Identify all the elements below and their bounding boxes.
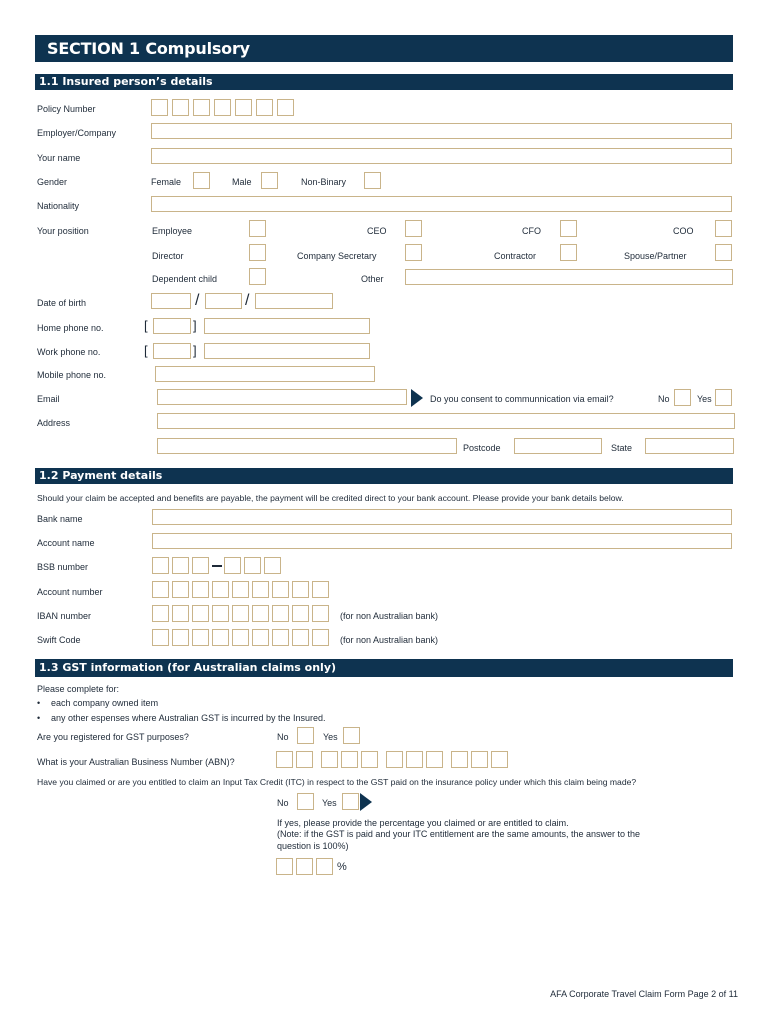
itc-percent-box[interactable] bbox=[276, 858, 293, 875]
policy-number-box[interactable] bbox=[277, 99, 294, 116]
bsb-label: BSB number bbox=[37, 562, 89, 572]
itc-yes-label: Yes bbox=[322, 798, 337, 808]
home-phone-label: Home phone no. bbox=[37, 323, 104, 333]
bracket-close: ] bbox=[193, 343, 197, 358]
policy-number-box[interactable] bbox=[256, 99, 273, 116]
gst-no-label: No bbox=[277, 732, 289, 742]
account-name-field[interactable] bbox=[152, 533, 732, 549]
address-line1-field[interactable] bbox=[157, 413, 735, 429]
swift-box[interactable] bbox=[312, 629, 329, 646]
home-area-code-field[interactable] bbox=[153, 318, 191, 334]
bracket-close: ] bbox=[193, 318, 197, 333]
note-text-line1: (Note: if the GST is paid and your ITC entitlement are the same amounts, the answer to the bbox=[277, 829, 641, 839]
dob-year-field[interactable] bbox=[255, 293, 333, 309]
state-field[interactable] bbox=[645, 438, 734, 454]
position-other-label: Other bbox=[361, 274, 384, 284]
position-director-checkbox[interactable] bbox=[249, 244, 266, 261]
female-checkbox[interactable] bbox=[193, 172, 210, 189]
bracket-open: [ bbox=[144, 343, 148, 358]
nationality-field[interactable] bbox=[151, 196, 732, 212]
female-label: Female bbox=[151, 177, 182, 187]
email-label: Email bbox=[37, 394, 60, 404]
section-title: SECTION 1 Compulsory bbox=[35, 35, 733, 62]
gst-heading: 1.3 GST information (for Australian claims only) bbox=[35, 659, 733, 677]
position-company-secretary-label: Company Secretary bbox=[297, 251, 377, 261]
position-cfo-checkbox[interactable] bbox=[560, 220, 577, 237]
bullet-item: each company owned item bbox=[51, 698, 159, 708]
address-label: Address bbox=[37, 418, 71, 428]
account-name-label: Account name bbox=[37, 538, 95, 548]
swift-box[interactable] bbox=[232, 629, 249, 646]
bullet-item: any other espenses where Australian GST is incurred by the Insured. bbox=[51, 713, 326, 723]
swift-box[interactable] bbox=[172, 629, 189, 646]
bracket-open: [ bbox=[144, 318, 148, 333]
postcode-field[interactable] bbox=[514, 438, 602, 454]
your-name-field[interactable] bbox=[151, 148, 732, 164]
iban-box[interactable] bbox=[212, 605, 229, 622]
dob-label: Date of birth bbox=[37, 298, 87, 308]
policy-number-box[interactable] bbox=[193, 99, 210, 116]
bsb-box[interactable] bbox=[264, 557, 281, 574]
your-name-label: Your name bbox=[37, 153, 81, 163]
account-number-box[interactable] bbox=[192, 581, 209, 598]
policy-number-box[interactable] bbox=[214, 99, 231, 116]
bsb-box[interactable] bbox=[244, 557, 261, 574]
mobile-phone-field[interactable] bbox=[155, 366, 375, 382]
policy-number-box[interactable] bbox=[235, 99, 252, 116]
gst-registered-label: Are you registered for GST purposes? bbox=[37, 732, 189, 742]
iban-box[interactable] bbox=[232, 605, 249, 622]
account-number-box[interactable] bbox=[152, 581, 169, 598]
iban-box[interactable] bbox=[312, 605, 329, 622]
abn-box[interactable] bbox=[386, 751, 403, 768]
swift-label: Swift Code bbox=[37, 635, 81, 645]
arrow-icon bbox=[411, 389, 423, 407]
policy-number-label: Policy Number bbox=[37, 104, 96, 114]
iban-box[interactable] bbox=[172, 605, 189, 622]
bullet-dot: • bbox=[37, 698, 41, 708]
account-number-box[interactable] bbox=[312, 581, 329, 598]
bsb-box[interactable] bbox=[192, 557, 209, 574]
non-binary-label: Non-Binary bbox=[301, 177, 347, 187]
abn-box[interactable] bbox=[451, 751, 468, 768]
iban-box[interactable] bbox=[192, 605, 209, 622]
position-contractor-checkbox[interactable] bbox=[560, 244, 577, 261]
position-director-label: Director bbox=[152, 251, 184, 261]
swift-box[interactable] bbox=[152, 629, 169, 646]
iban-note: (for non Australian bank) bbox=[340, 611, 439, 621]
itc-yes-checkbox[interactable] bbox=[342, 793, 359, 810]
arrow-icon bbox=[360, 793, 372, 811]
account-number-label: Account number bbox=[37, 587, 103, 597]
payment-intro: Should your claim be accepted and benefits are payable, the payment will be credited direct to your bank account. Please provide your bank details below. bbox=[37, 493, 624, 503]
bsb-box[interactable] bbox=[224, 557, 241, 574]
abn-label: What is your Australian Business Number (ABN)? bbox=[37, 757, 235, 767]
employer-label: Employer/Company bbox=[37, 128, 117, 138]
address-line2-field[interactable] bbox=[157, 438, 457, 454]
iban-label: IBAN number bbox=[37, 611, 92, 621]
payment-details-heading: 1.2 Payment details bbox=[35, 468, 733, 484]
abn-box[interactable] bbox=[406, 751, 423, 768]
position-other-field[interactable] bbox=[405, 269, 733, 285]
position-ceo-label: CEO bbox=[367, 226, 387, 236]
email-field[interactable] bbox=[157, 389, 407, 405]
account-number-box[interactable] bbox=[232, 581, 249, 598]
position-spouse-label: Spouse/Partner bbox=[624, 251, 687, 261]
position-coo-checkbox[interactable] bbox=[715, 220, 732, 237]
percent-sign: % bbox=[337, 861, 347, 873]
position-company-secretary-checkbox[interactable] bbox=[405, 244, 422, 261]
abn-box[interactable] bbox=[491, 751, 508, 768]
please-complete-label: Please complete for: bbox=[37, 684, 120, 694]
itc-percent-box[interactable] bbox=[296, 858, 313, 875]
iban-box[interactable] bbox=[152, 605, 169, 622]
insured-details-heading: 1.1 Insured person’s details bbox=[35, 74, 733, 90]
state-label: State bbox=[611, 443, 633, 453]
gst-yes-checkbox[interactable] bbox=[343, 727, 360, 744]
abn-box[interactable] bbox=[426, 751, 443, 768]
policy-number-box[interactable] bbox=[172, 99, 189, 116]
swift-box[interactable] bbox=[272, 629, 289, 646]
consent-no-label: No bbox=[658, 394, 670, 404]
position-spouse-checkbox[interactable] bbox=[715, 244, 732, 261]
account-number-box[interactable] bbox=[212, 581, 229, 598]
nationality-label: Nationality bbox=[37, 201, 80, 211]
abn-box[interactable] bbox=[296, 751, 313, 768]
work-area-code-field[interactable] bbox=[153, 343, 191, 359]
account-number-box[interactable] bbox=[292, 581, 309, 598]
bullet-dot: • bbox=[37, 713, 41, 723]
page-footer: AFA Corporate Travel Claim Form Page 2 of 11 bbox=[550, 989, 738, 999]
itc-no-checkbox[interactable] bbox=[297, 793, 314, 810]
your-position-label: Your position bbox=[37, 226, 89, 236]
employer-field[interactable] bbox=[151, 123, 732, 139]
account-number-box[interactable] bbox=[252, 581, 269, 598]
itc-question: Have you claimed or are you entitled to claim an Input Tax Credit (ITC) in respect to the GST paid on the insurance policy under which this claim being made? bbox=[37, 777, 637, 787]
position-dependent-checkbox[interactable] bbox=[249, 268, 266, 285]
policy-number-box[interactable] bbox=[151, 99, 168, 116]
iban-box[interactable] bbox=[272, 605, 289, 622]
swift-box[interactable] bbox=[212, 629, 229, 646]
mobile-phone-label: Mobile phone no. bbox=[37, 370, 107, 380]
consent-yes-checkbox[interactable] bbox=[715, 389, 732, 406]
account-number-box[interactable] bbox=[172, 581, 189, 598]
abn-box[interactable] bbox=[471, 751, 488, 768]
male-label: Male bbox=[232, 177, 252, 187]
abn-box[interactable] bbox=[276, 751, 293, 768]
swift-box[interactable] bbox=[252, 629, 269, 646]
dob-month-field[interactable] bbox=[205, 293, 242, 309]
abn-box[interactable] bbox=[361, 751, 378, 768]
email-consent-label: Do you consent to communnication via email? bbox=[430, 394, 614, 404]
bsb-dash bbox=[212, 565, 222, 567]
position-employee-label: Employee bbox=[152, 226, 193, 236]
dob-separator: / bbox=[195, 292, 200, 309]
swift-box[interactable] bbox=[192, 629, 209, 646]
iban-box[interactable] bbox=[292, 605, 309, 622]
bsb-box[interactable] bbox=[152, 557, 169, 574]
position-employee-checkbox[interactable] bbox=[249, 220, 266, 237]
consent-yes-label: Yes bbox=[697, 394, 712, 404]
home-phone-field[interactable] bbox=[204, 318, 370, 334]
abn-box[interactable] bbox=[341, 751, 358, 768]
non-binary-checkbox[interactable] bbox=[364, 172, 381, 189]
bank-name-field[interactable] bbox=[152, 509, 732, 525]
note-text-line2: question is 100%) bbox=[277, 841, 349, 851]
position-ceo-checkbox[interactable] bbox=[405, 220, 422, 237]
work-phone-label: Work phone no. bbox=[37, 347, 101, 357]
postcode-label: Postcode bbox=[463, 443, 501, 453]
position-dependent-label: Dependent child bbox=[152, 274, 218, 284]
male-checkbox[interactable] bbox=[261, 172, 278, 189]
gst-yes-label: Yes bbox=[323, 732, 338, 742]
if-yes-text: If yes, please provide the percentage you claimed or are entitled to claim. bbox=[277, 818, 569, 828]
itc-no-label: No bbox=[277, 798, 289, 808]
dob-day-field[interactable] bbox=[151, 293, 191, 309]
work-phone-field[interactable] bbox=[204, 343, 370, 359]
iban-box[interactable] bbox=[252, 605, 269, 622]
position-coo-label: COO bbox=[673, 226, 694, 236]
abn-box[interactable] bbox=[321, 751, 338, 768]
gst-no-checkbox[interactable] bbox=[297, 727, 314, 744]
position-contractor-label: Contractor bbox=[494, 251, 537, 261]
bank-name-label: Bank name bbox=[37, 514, 83, 524]
dob-separator: / bbox=[245, 292, 250, 309]
bsb-box[interactable] bbox=[172, 557, 189, 574]
consent-no-checkbox[interactable] bbox=[674, 389, 691, 406]
account-number-box[interactable] bbox=[272, 581, 289, 598]
swift-box[interactable] bbox=[292, 629, 309, 646]
position-cfo-label: CFO bbox=[522, 226, 541, 236]
gender-label: Gender bbox=[37, 177, 68, 187]
swift-note: (for non Australian bank) bbox=[340, 635, 439, 645]
itc-percent-box[interactable] bbox=[316, 858, 333, 875]
